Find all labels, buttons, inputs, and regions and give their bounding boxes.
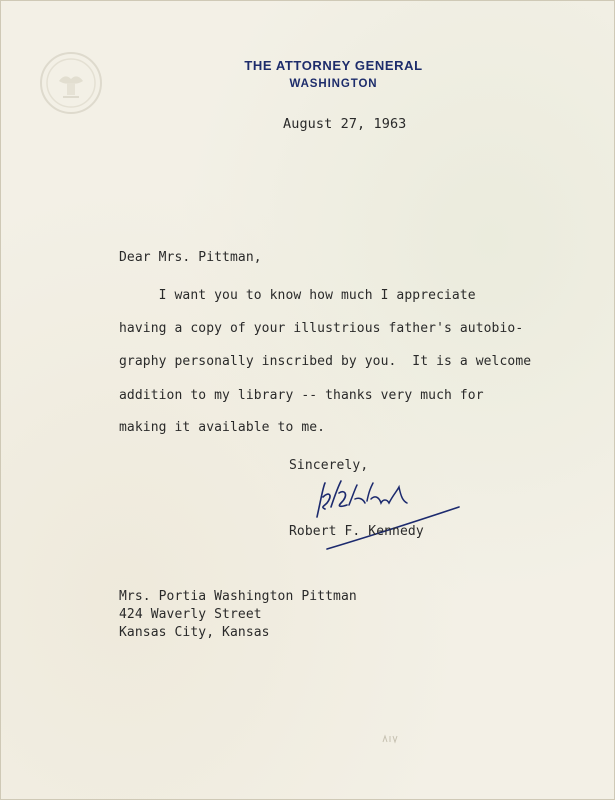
letter-date: August 27, 1963: [283, 116, 407, 132]
closing: Sincerely,: [289, 458, 369, 473]
salutation: Dear Mrs. Pittman,: [119, 250, 262, 265]
letterhead-city: WASHINGTON: [289, 78, 378, 90]
recipient-name: Mrs. Portia Washington Pittman: [119, 589, 357, 604]
body-line: graphy personally inscribed by you. It is a welcome: [119, 354, 532, 369]
signer-name: Robert F. Kennedy: [289, 524, 424, 539]
recipient-city: Kansas City, Kansas: [119, 625, 270, 640]
handwritten-signature: [307, 477, 467, 557]
recipient-street: 424 Waverly Street: [119, 607, 262, 622]
letterhead-title: THE ATTORNEY GENERAL: [244, 58, 423, 73]
body-line: having a copy of your illustrious father's autobio-: [119, 321, 524, 336]
body-line: addition to my library -- thanks very much for: [119, 388, 484, 403]
body-line: I want you to know how much I appreciate: [119, 288, 476, 303]
faint-office-mark-icon: [381, 734, 405, 744]
body-line: making it available to me.: [119, 420, 326, 435]
